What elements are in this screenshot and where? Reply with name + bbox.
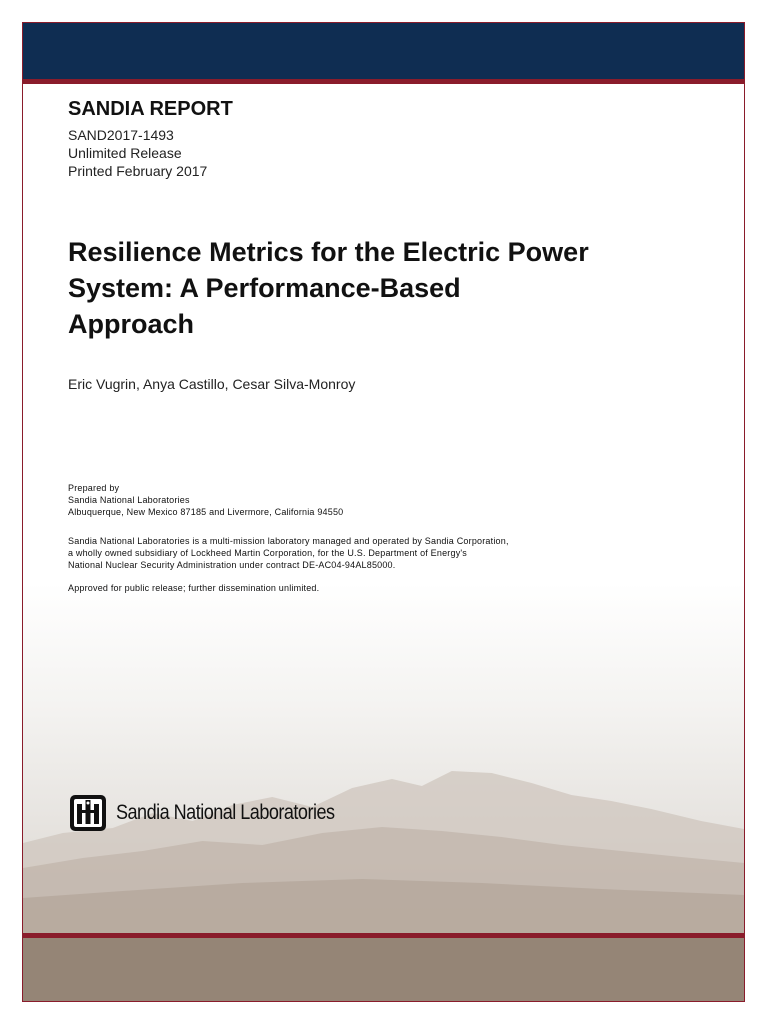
authors: Eric Vugrin, Anya Castillo, Cesar Silva-Monroy — [68, 376, 356, 392]
report-title — [68, 234, 688, 342]
prepared-line: Sandia National Laboratories — [68, 495, 190, 505]
operated-line: Sandia National Laboratories is a multi-mission laboratory managed and operated by Sandia Corporation, — [68, 536, 509, 546]
sandia-logo-text: Sandia National Laboratories — [116, 801, 335, 824]
operated-by-block — [68, 535, 509, 571]
report-type-label: SANDIA REPORT — [68, 98, 233, 120]
report-number: SAND2017-1493 — [68, 127, 174, 143]
title-line: System: A Performance-Based — [68, 273, 461, 303]
prepared-line: Albuquerque, New Mexico 87185 and Livermore, California 94550 — [68, 507, 344, 517]
prepared-by-block — [68, 482, 343, 518]
print-date: Printed February 2017 — [68, 163, 208, 179]
release-status: Unlimited Release — [68, 145, 182, 161]
footer-band — [23, 933, 744, 1002]
title-line: Resilience Metrics for the Electric Power — [68, 237, 589, 267]
prepared-line: Prepared by — [68, 483, 120, 493]
operated-line: a wholly owned subsidiary of Lockheed Martin Corporation, for the U.S. Department of Energy's — [68, 548, 468, 558]
mountain-background-image — [23, 583, 744, 933]
header-band — [23, 23, 744, 84]
title-line: Approach — [68, 309, 195, 339]
release-statement: Approved for public release; further dissemination unlimited. — [68, 583, 320, 593]
report-meta — [68, 126, 207, 180]
operated-line: National Nuclear Security Administration under contract DE-AC04-94AL85000. — [68, 560, 396, 570]
sandia-logo — [68, 792, 370, 834]
sandia-thunderbird-icon — [68, 793, 108, 833]
